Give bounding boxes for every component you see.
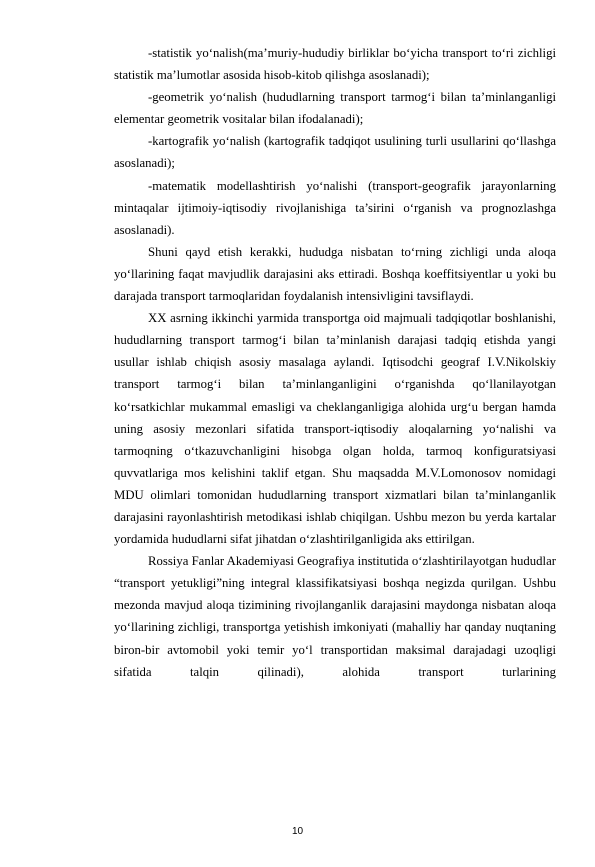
paragraph-kartografik: -kartografik yo‘nalish (kartografik tadqiqot usulining turli usullarini qo‘llashga asoslanadi); [114,134,556,171]
paragraph-statistik: -statistik yo‘nalish(ma’muriy-hududiy birliklar bo‘yicha transport to‘ri zichligi statistik ma’lumotlar asosida hisob-kitob qilishga asoslanadi); [114,46,556,83]
body-text [114,42,556,683]
paragraph-matematik: -matematik modellashtirish yo‘nalishi (transport-geografik jarayonlarning mintaqalar ijtimoiy-iqtisodiy rivojlanishiga ta’sirini o‘rganish va prognozlashga asoslanadi). [114,178,556,237]
paragraph-geometrik: -geometrik yo‘nalish (hududlarning transport tarmog‘i bilan ta’minlanganligi elementar geometrik vositalar bilan ifodalanadi); [114,90,556,127]
page-number: 10 [291,826,304,837]
paragraph-xx-asr: XX asrning ikkinchi yarmida transportga oid majmuali tadqiqotlar boshlanishi, hududlarning transport tarmog‘i bilan ta’minlanish darajasi tadqiq etishda yangi usullar ishlab chiqish asosiy masalaga aylandi. Iqtisodchi geograf I.V.Nikolskiy transport tarmog‘i bilan ta’minlanganligini o‘rganishda qo‘llanilayotgan ko‘rsatkichlar mukammal emasligi va cheklanganligiga alohida urg‘u bergan hamda uning asosiy mezonlari sifatida transport-iqtisodiy aloqalarning yo‘nalishi va tarmoqning o‘tkazuvchanligini hisobga olgan holda, tarmoq konfiguratsiyasi quvvatlariga mos kelishini taklif etgan. Shu maqsadda M.V.Lomonosov nomidagi MDU olimlari tomonidan hududlarning transport xizmatlari bilan ta’minlanganlik darajasini rayonlashtirish metodikasi ishlab chiqilgan. Ushbu mezon bu yerda kartalar yordamida hududlarni sifat jihatdan o‘zlashtirilganligida aks ettirilgan. [114,311,556,547]
paragraph-rossiya: Rossiya Fanlar Akademiyasi Geografiya institutida o‘zlashtirilayotgan hududlar “transport yetukligi”ning integral klassifikatsiyasi boshqa negizda qurilgan. Ushbu mezonda mavjud aloqa tizimining rivojlanganlik darajasini maydonga nisbatan aloqa yo‘llarining zichligi, transportga yetishish imkoniyati (mahalliy har qanday nuqtaning biron-bir avtomobil yoki temir yo‘l transportidan maksimal darajadagi uzoqligi sifatida talqin qilinadi), alohida transport turlarining [114,554,556,679]
paragraph-shuni: Shuni qayd etish kerakki, hududga nisbatan to‘rning zichligi unda aloqa yo‘llarining faqat mavjudlik darajasini aks ettiradi. Boshqa koeffitsiyentlar u yoki bu darajada transport tarmoqlaridan foydalanish intensivligini tavsiflaydi. [114,244,556,304]
